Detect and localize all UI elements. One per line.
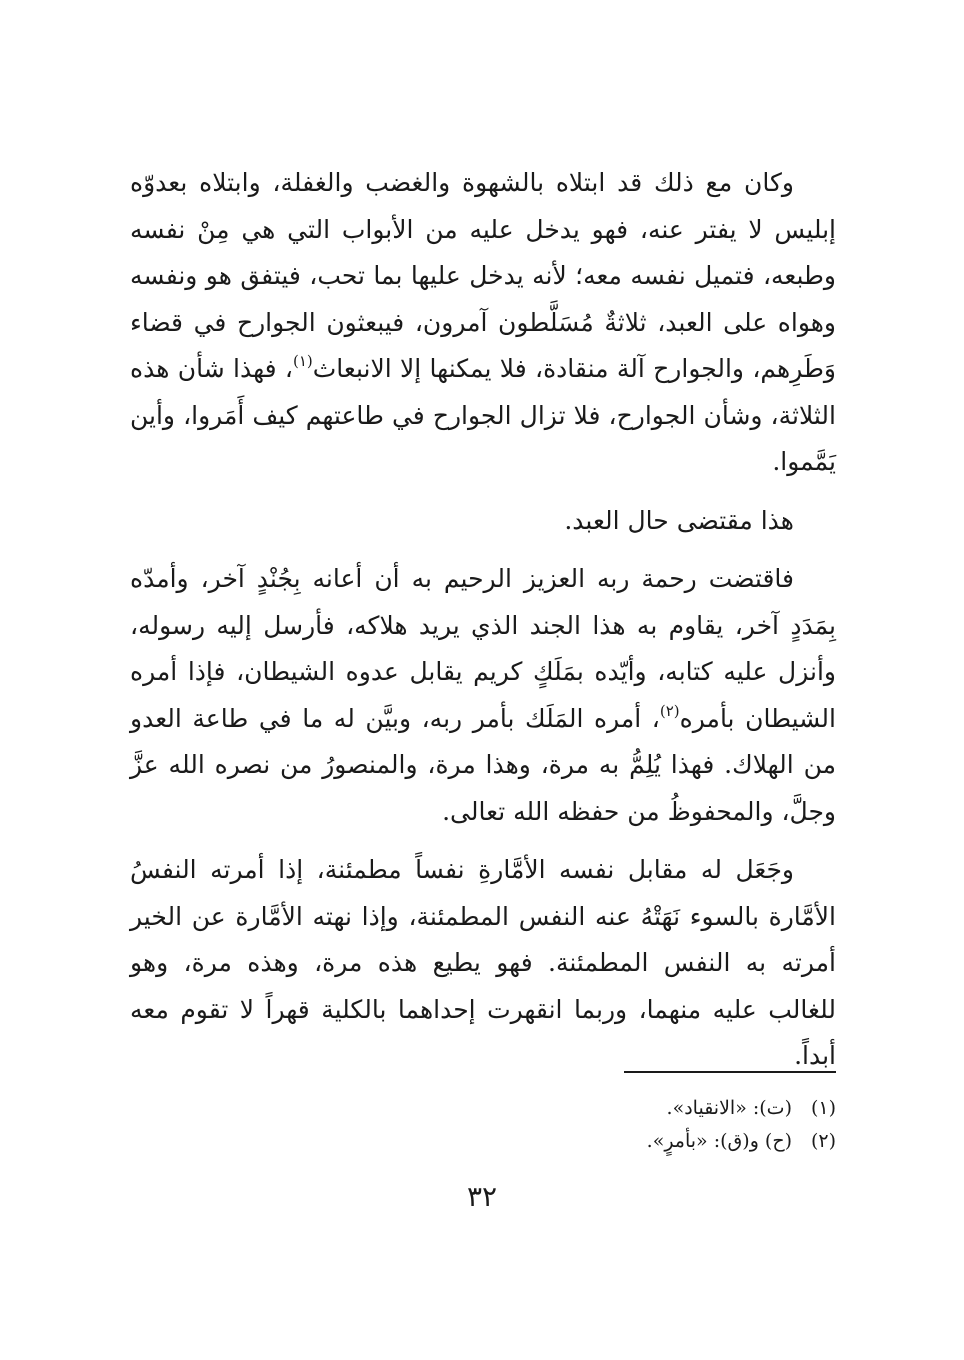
- footnote-2-text: (ح) و(ق): «بأمرٍ».: [646, 1130, 792, 1152]
- paragraph-2: [130, 498, 836, 545]
- footnote-divider: [624, 1071, 836, 1073]
- paragraph-4-text: وجَعَل له مقابل نفسه الأمَّارةِ نفساً مطمئنة، إذا أمرته النفسُ الأمَّارة بالسوء نَهَتْهُ عنه النفس المطمئنة، وإذا نهته الأمَّارة عن الخير أمرته به النفس المطمئنة. فهو يطيع هذه مرة، وهذه مرة، وهو للغالب عليه منهما، وربما انقهرت إحداهما بالكلية قهراً لا تقوم معه أبداً.: [130, 855, 836, 1070]
- footnote-2: [130, 1125, 836, 1158]
- paragraph-2-text: هذا مقتضى حال العبد.: [564, 505, 794, 535]
- footnote-2-number: (٢): [810, 1130, 836, 1152]
- footnote-ref-1[interactable]: (١): [292, 352, 313, 370]
- paragraph-3-text-b: ، أمره المَلَك بأمر ربه، وبيَّن له ما في طاعة العدو من الهلاك. فهذا يُلِمُّ به مرة، وهذا مرة، والمنصورُ من نصره الله عزَّ وجلَّ، والمحفوظُ من حفظه الله تعالى.: [130, 703, 836, 826]
- paragraph-1-text-b: ، فهذا شأن هذه الثلاثة، وشأن الجوارح، فلا تزال الجوارح في طاعتهم كيف أَمَروا، وأين يَمَّموا.: [130, 354, 836, 476]
- footnote-1-text: (ت): «الانقياد».: [666, 1097, 792, 1119]
- paragraph-3: [130, 556, 836, 835]
- footnote-ref-2[interactable]: (٢): [659, 701, 680, 720]
- page-number: ٣٢: [466, 1180, 498, 1213]
- paragraph-1-text-a: وكان مع ذلك قد ابتلاه بالشهوة والغضب والغفلة، وابتلاه بعدوّه إبليس لا يفتر عنه، فهو يدخل عليه من الأبواب التي هي مِنْ نفسه وطبعه، فتميل نفسه معه؛ لأنه يدخل عليها بما تحب، فيتفق هو ونفسه وهواه على العبد، ثلاثةٌ مُسَلَّطون آمرون، فيبعثون الجوارح في قضاء وَطَرِهم، والجوارح آلة منقادة، فلا يمكنها إلا الانبعاث: [130, 168, 837, 383]
- paragraph-4: [130, 847, 836, 1080]
- footnote-1-number: (١): [810, 1097, 836, 1119]
- paragraph-3-text-a: فاقتضت رحمة ربه العزيز الرحيم به أن أعانه بِجُنْدٍ آخر، وأمدّه بِمَدَدٍ آخر، يقاوم به هذا الجند الذي يريد هلاكه، فأرسل إليه رسوله، وأنزل عليه كتابه، وأيّده بمَلَكٍ كريم يقابل عدوه الشيطان، فإذا أمره الشيطان بأمره: [130, 564, 836, 733]
- footnotes: [130, 1092, 836, 1158]
- footnote-1: [130, 1092, 836, 1125]
- paragraph-1: [130, 160, 836, 486]
- main-text: [130, 160, 836, 1080]
